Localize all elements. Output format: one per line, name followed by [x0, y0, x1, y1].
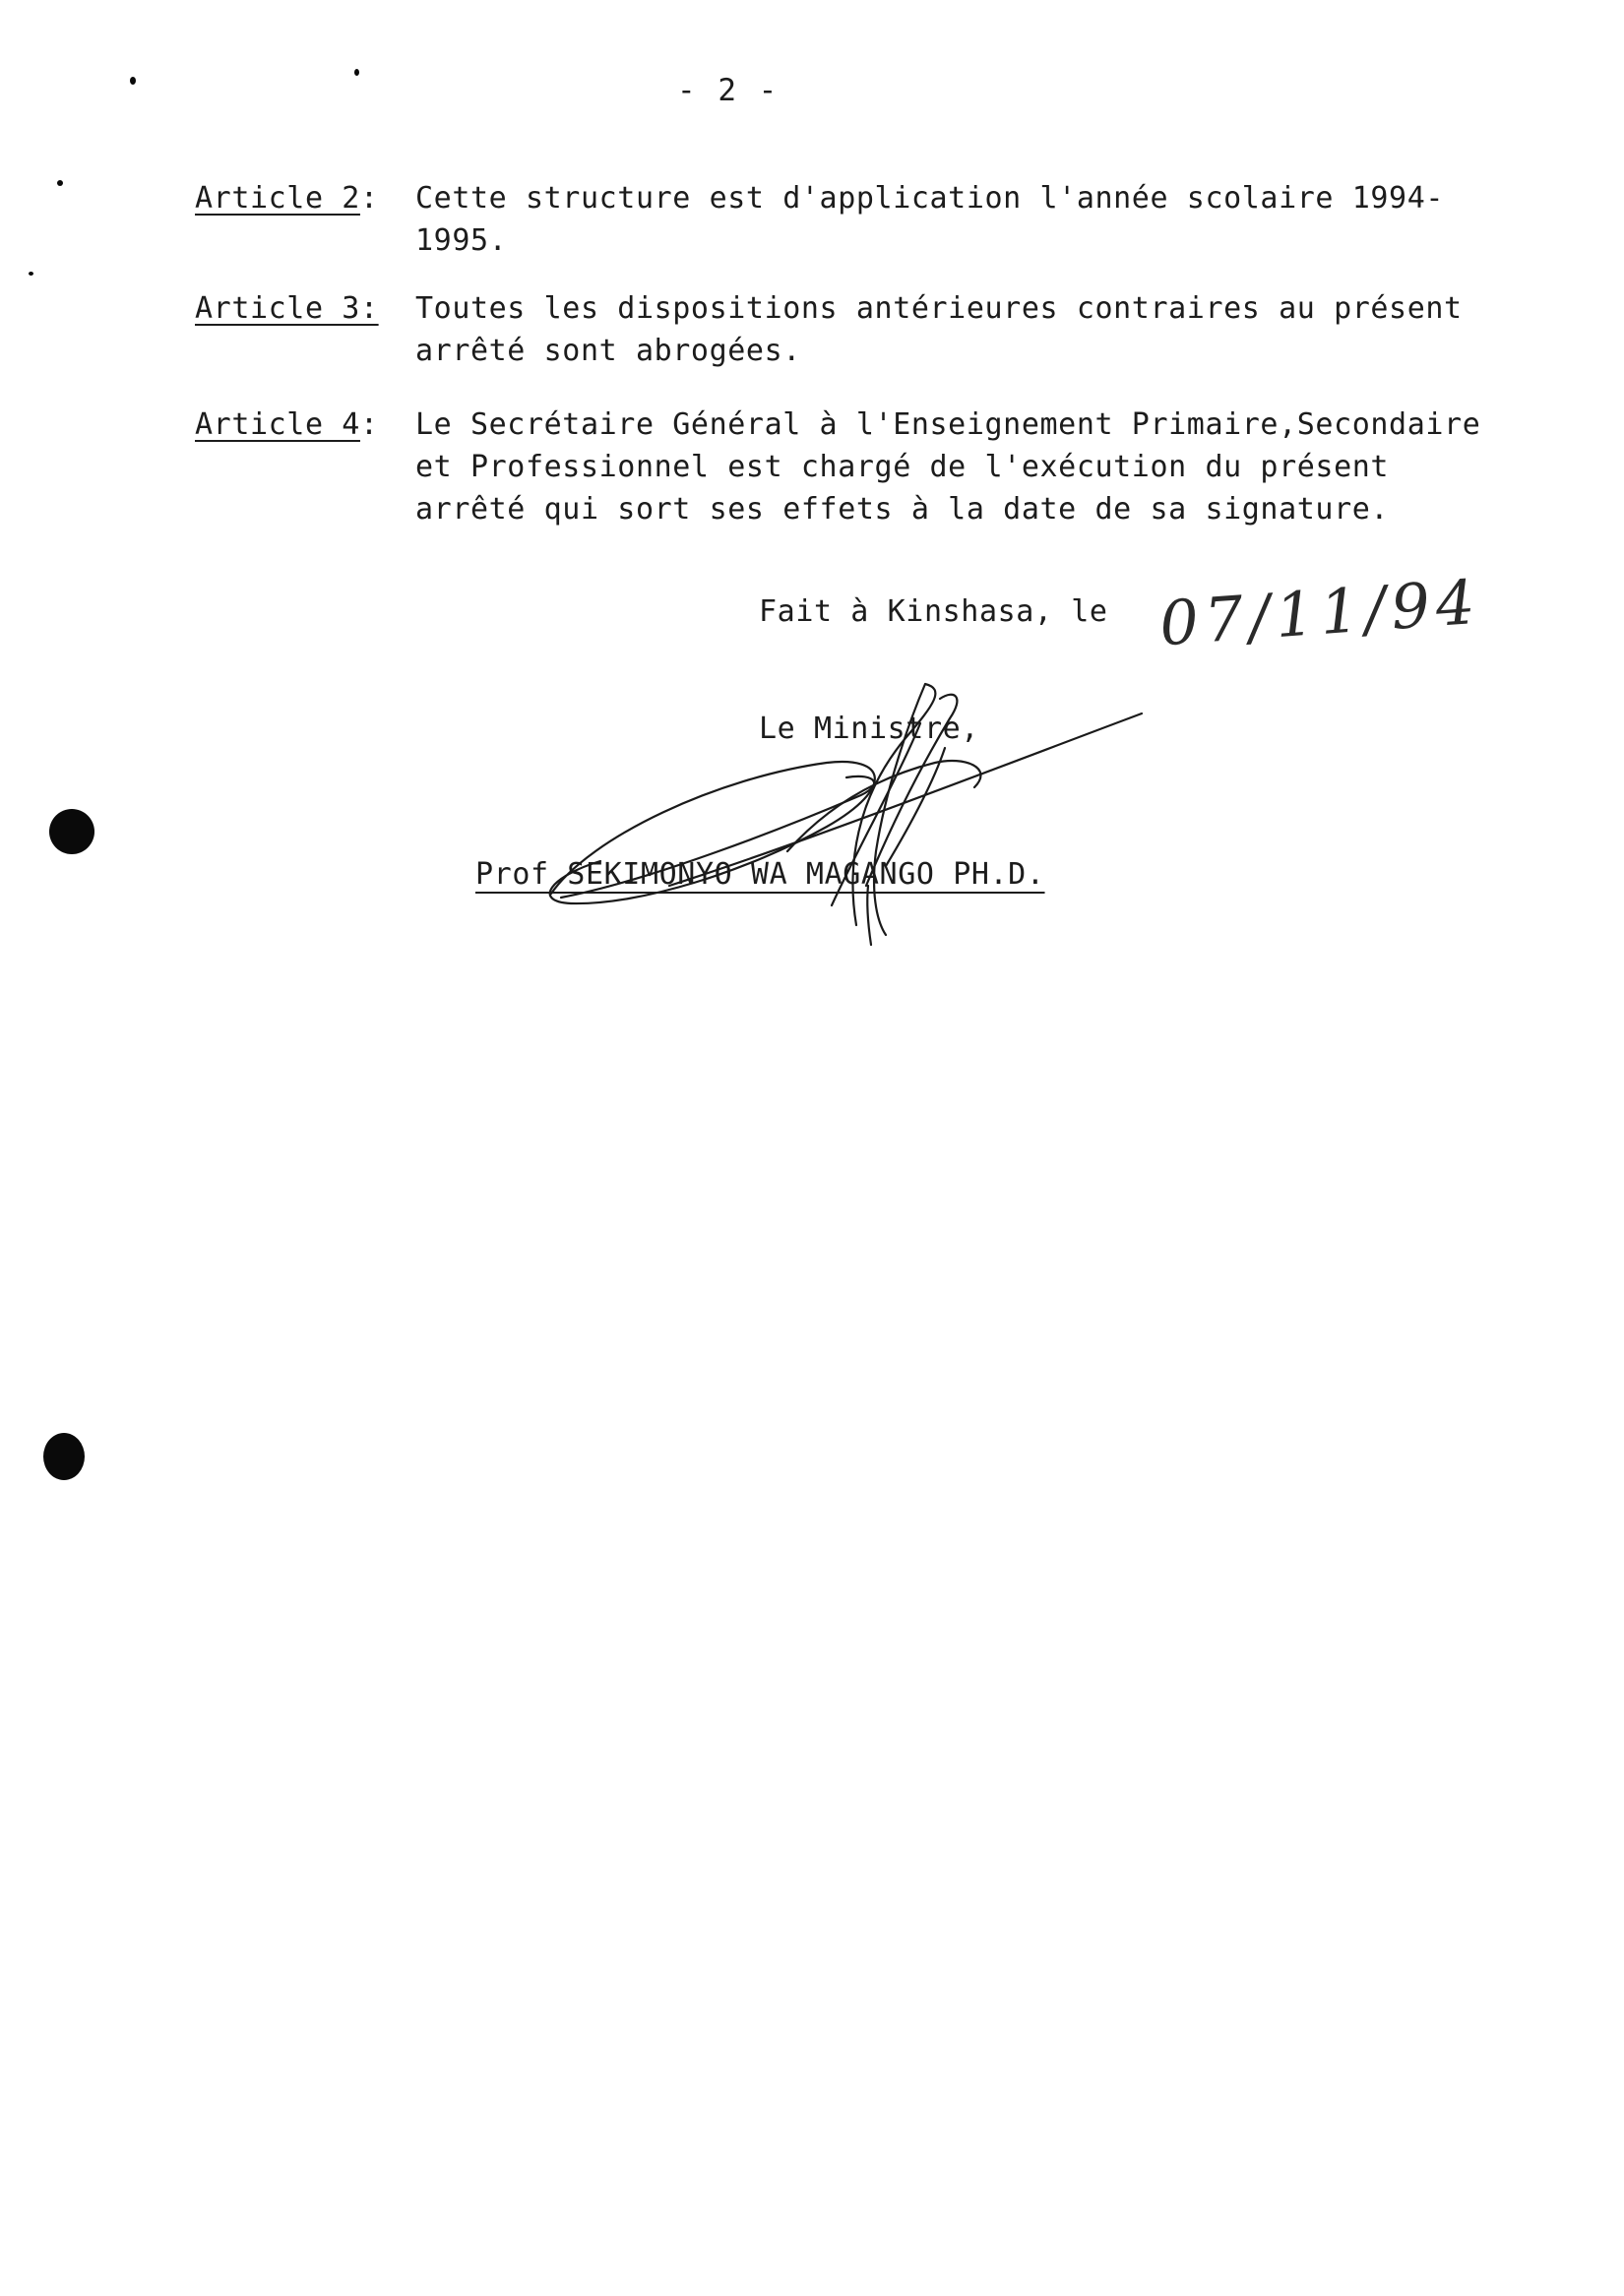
speck	[57, 180, 63, 186]
minister-title: Le Ministre,	[759, 712, 979, 746]
handwritten-date: 07/11/94	[1156, 565, 1483, 660]
article-line: arrêté qui sort ses effets à la date de sa signature.	[415, 492, 1390, 527]
speck	[354, 69, 359, 76]
article-line: Le Secrétaire Général à l'Enseignement Primaire,Secondaire	[415, 407, 1481, 442]
article-label	[195, 403, 379, 446]
article-text	[415, 287, 1596, 372]
article-line: Cette structure est d'application l'année scolaire 1994-	[415, 181, 1445, 216]
article-label-separator: :	[359, 407, 379, 442]
signatory-name: Prof SEKIMONYO WA MAGANGO PH.D.	[475, 857, 1045, 892]
article-label	[195, 287, 379, 330]
speck	[130, 77, 136, 85]
punch-hole-mark	[49, 809, 94, 854]
punch-hole-mark	[43, 1433, 85, 1480]
article-label	[195, 177, 379, 219]
article-label-text: Article 3:	[195, 291, 379, 326]
place-date: Fait à Kinshasa, le	[759, 594, 1108, 629]
article-text	[415, 403, 1596, 530]
article-text	[415, 177, 1596, 262]
article-line: 1995.	[415, 223, 508, 258]
article-line: arrêté sont abrogées.	[415, 334, 801, 368]
article-label-text: Article 2	[195, 181, 360, 216]
speck	[29, 272, 33, 276]
article-label-separator: :	[359, 181, 379, 216]
page-number: - 2 -	[677, 73, 780, 108]
article-line: Toutes les dispositions antérieures contraires au présent	[415, 291, 1463, 326]
article-label-text: Article 4	[195, 407, 360, 442]
article-line: et Professionnel est chargé de l'exécution du présent	[415, 450, 1390, 484]
